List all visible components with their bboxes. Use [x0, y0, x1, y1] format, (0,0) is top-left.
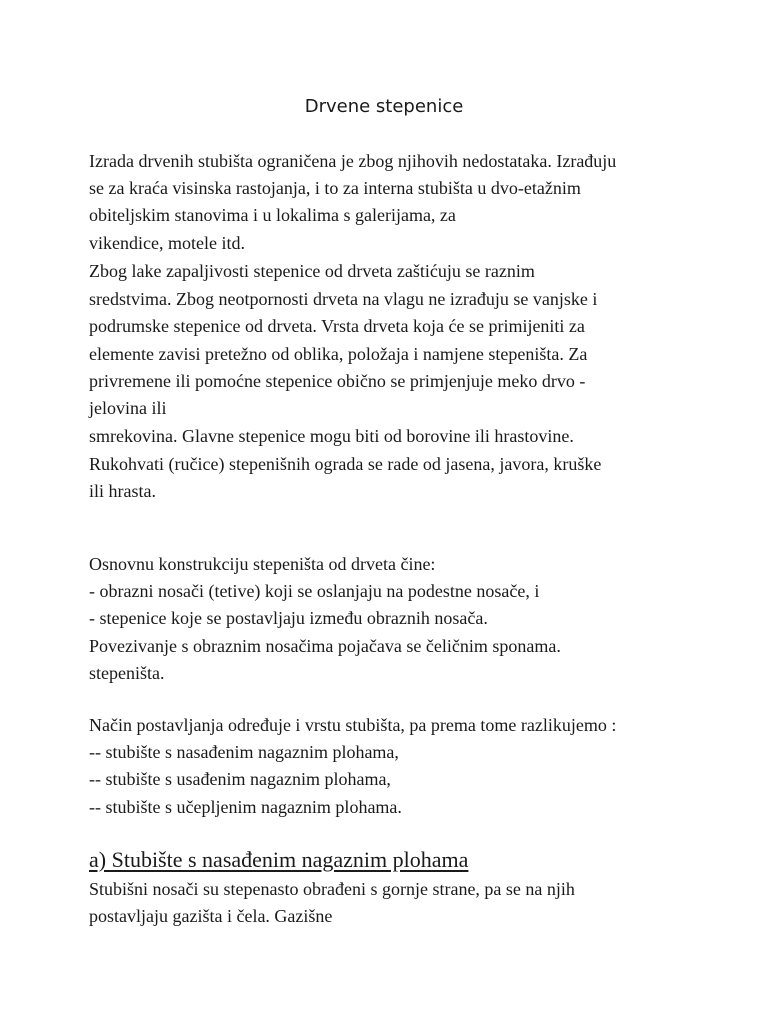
intro-line: privremene ili pomoćne stepenice obično se primjenjuje meko drvo -: [89, 371, 586, 391]
intro-line: Izrada drvenih stubišta ograničena je zbog njihovih nedostataka. Izrađuju: [89, 151, 617, 171]
types-line: Način postavljanja određuje i vrstu stubišta, pa prema tome razlikujemo :: [89, 715, 617, 735]
intro-line: podrumske stepenice od drveta. Vrsta drveta koja će se primijeniti za: [89, 316, 585, 336]
intro-line: ili hrasta.: [89, 481, 156, 501]
intro-line: jelovina ili: [89, 398, 167, 418]
construction-line: Osnovnu konstrukciju stepeništa od drveta čine:: [89, 554, 436, 574]
types-line: -- stubište s učepljenim nagaznim plohama.: [89, 797, 402, 817]
intro-line: sredstvima. Zbog neotpornosti drveta na vlagu ne izrađuju se vanjske i: [89, 289, 598, 309]
intro-line: Rukohvati (ručice) stepenišnih ograda se rade od jasena, javora, kruške: [89, 454, 602, 474]
intro-line: smrekovina. Glavne stepenice mogu biti od borovine ili hrastovine.: [89, 426, 574, 446]
intro-line: obiteljskim stanovima i u lokalima s galerijama, za: [89, 205, 456, 225]
types-line: -- stubište s nasađenim nagaznim plohama,: [89, 742, 399, 762]
section-line: postavljaju gazišta i čela. Gazišne: [89, 906, 333, 926]
construction-line: - stepenice koje se postavljaju između obraznih nosača.: [89, 608, 488, 628]
section-line: Stubišni nosači su stepenasto obrađeni s gornje strane, pa se na njih: [89, 879, 575, 899]
construction-line: - obrazni nosači (tetive) koji se oslanjaju na podestne nosače, i: [89, 581, 540, 601]
intro-line: Zbog lake zapaljivosti stepenice od drveta zaštićuju se raznim: [89, 261, 535, 281]
construction-line: Povezivanje s obraznim nosačima pojačava se čeličnim sponama.: [89, 636, 561, 656]
types-line: -- stubište s usađenim nagaznim plohama,: [89, 769, 391, 789]
construction-line: stepeništa.: [89, 663, 165, 683]
document-title: Drvene stepenice: [304, 96, 464, 117]
section-heading: a) Stubište s nasađenim nagaznim plohama: [89, 847, 469, 872]
intro-line: elemente zavisi pretežno od oblika, položaja i namjene stepeništa. Za: [89, 344, 588, 364]
intro-line: se za kraća visinska rastojanja, i to za interna stubišta u dvo-etažnim: [89, 178, 581, 198]
intro-line: vikendice, motele itd.: [89, 233, 245, 253]
